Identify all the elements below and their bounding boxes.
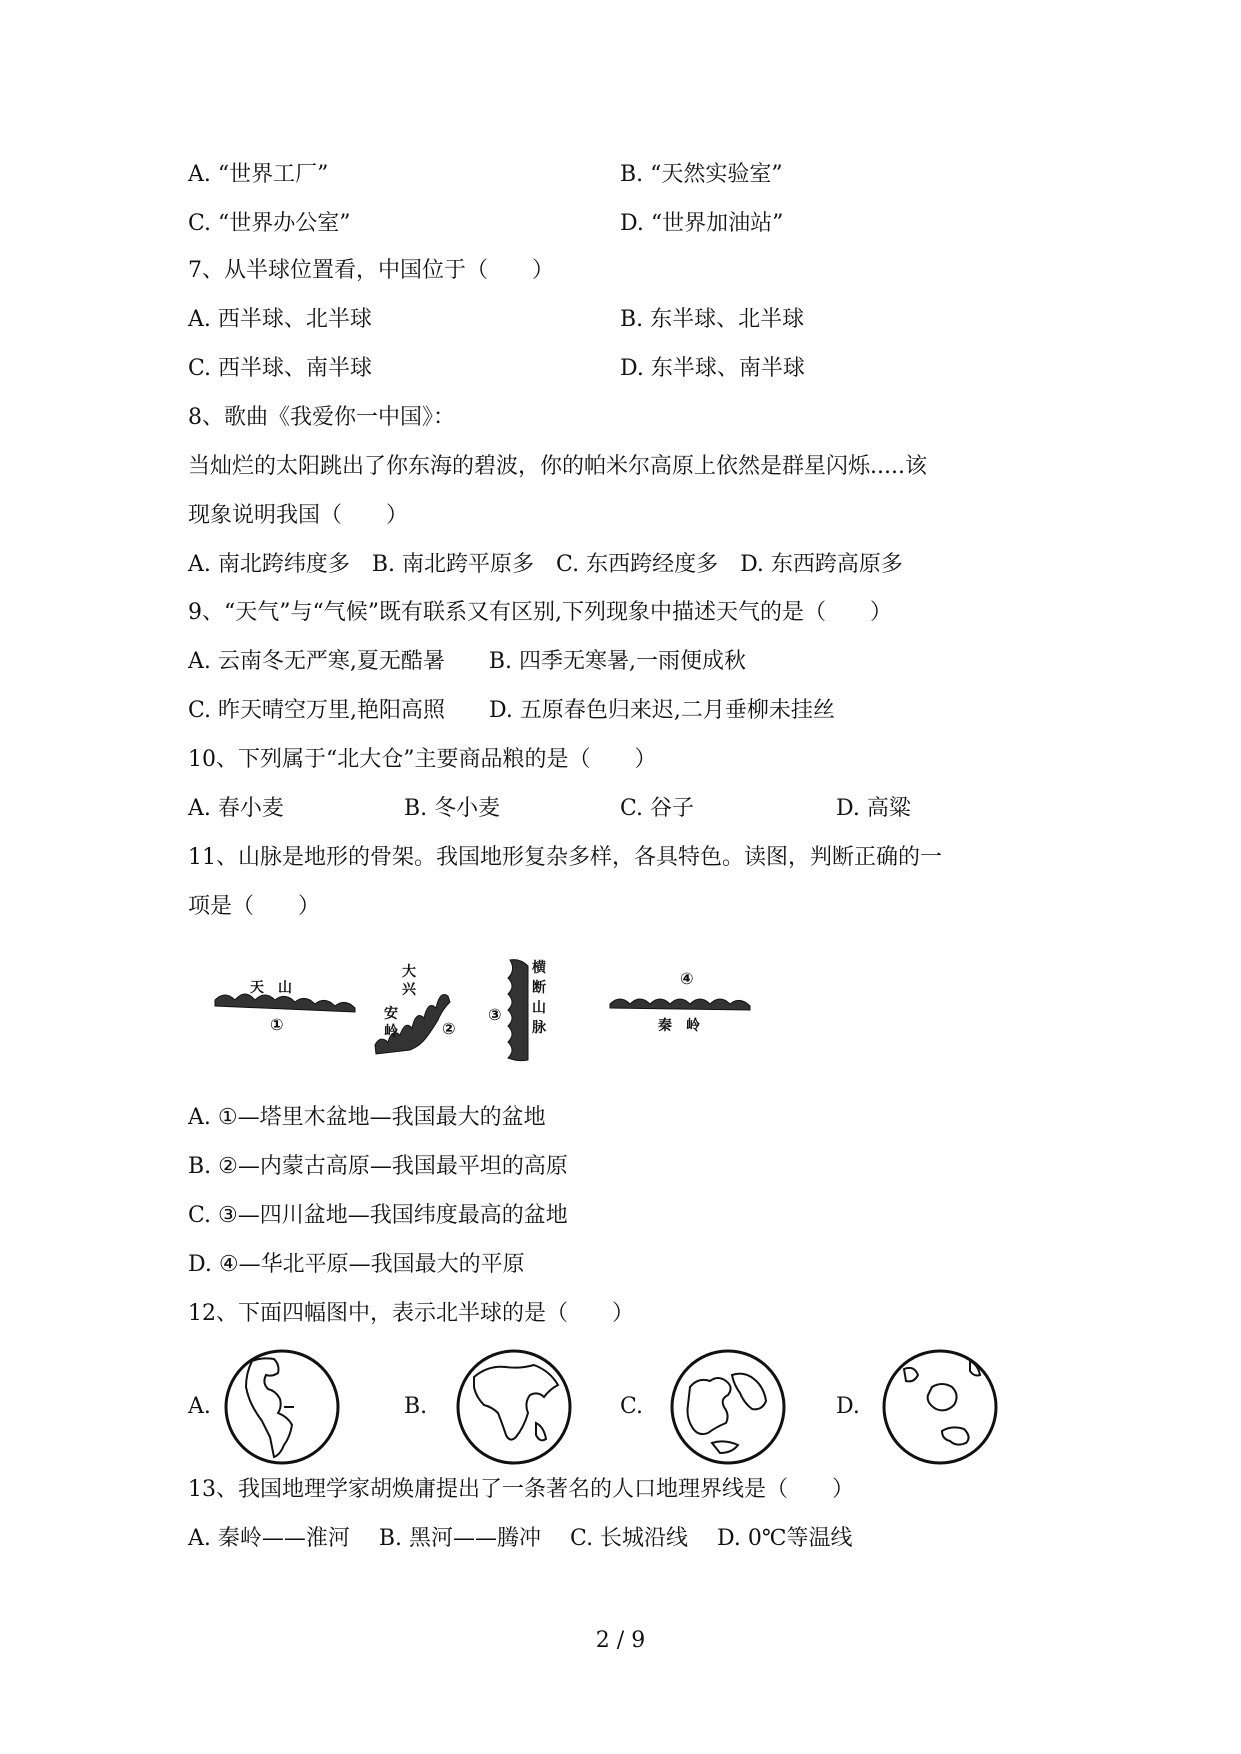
hengduan-number: ③: [488, 1005, 502, 1024]
q12-stem: 12、下面四幅图中，表示北半球的是（ ）: [188, 1301, 634, 1326]
q10-option-c: C. 谷子: [620, 796, 695, 821]
q6-option-a: A. “世界工厂”: [188, 162, 329, 187]
q9-options-line2: C. 昨天晴空万里,艳阳高照 D. 五原春色归来迟,二月垂柳未挂丝: [188, 698, 835, 723]
q11-stem-line1: 11、山脉是地形的骨架。我国地形复杂多样，各具特色。读图，判断正确的一: [188, 845, 942, 870]
q10-option-d: D. 高粱: [836, 796, 911, 821]
globe-americas-icon: [222, 1347, 342, 1471]
page-number: 2 / 9: [595, 1628, 646, 1653]
q11-stem-line2: 项是（ ）: [188, 894, 321, 919]
q7-option-b: B. 东半球、北半球: [620, 307, 805, 332]
q8-stem: 8、歌曲《我爱你一中国》：: [188, 405, 455, 430]
q8-body-line2: 现象说明我国（ ）: [188, 503, 409, 528]
daxinganling-number: ②: [442, 1019, 456, 1038]
hengduan-label-2: 断: [532, 980, 546, 996]
q10-stem: 10、下列属于“北大仓”主要商品粮的是（ ）: [188, 747, 657, 772]
q13-stem: 13、我国地理学家胡焕庸提出了一条著名的人口地理界线是（ ）: [188, 1477, 854, 1502]
tianshan-range-icon: [215, 994, 355, 1012]
q8-body-line1: 当灿烂的太阳跳出了你东海的碧波，你的帕米尔高原上依然是群星闪烁.....该: [188, 454, 927, 479]
hengduan-label-1: 横: [532, 960, 546, 976]
q11-option-a: A. ①—塔里木盆地—我国最大的盆地: [188, 1105, 546, 1130]
q11-option-d: D. ④—华北平原—我国最大的平原: [188, 1252, 525, 1277]
q9-stem: 9、“天气”与“气候”既有联系又有区别,下列现象中描述天气的是（ ）: [188, 600, 892, 625]
q12-option-a-label: A.: [188, 1394, 211, 1419]
hengduan-range-icon: [508, 960, 528, 1061]
q10-option-b: B. 冬小麦: [404, 796, 501, 821]
q7-option-c: C. 西半球、南半球: [188, 356, 373, 381]
daxinganling-label-2: 兴: [402, 982, 416, 998]
q12-option-c-label: C.: [620, 1394, 644, 1419]
hengduan-label-3: 山: [532, 1000, 546, 1016]
daxinganling-label-1: 大: [402, 964, 416, 980]
q7-option-d: D. 东半球、南半球: [620, 356, 805, 381]
q11-option-c: C. ③—四川盆地—我国纬度最高的盆地: [188, 1203, 568, 1228]
qinling-range-icon: [610, 999, 750, 1010]
q13-options: A. 秦岭——淮河 B. 黑河——腾冲 C. 长城沿线 D. 0℃等温线: [188, 1526, 853, 1551]
q7-stem: 7、从半球位置看，中国位于（ ）: [188, 258, 554, 283]
mountain-range-figure: [210, 950, 770, 1070]
globe-north-pole-icon: [668, 1347, 788, 1471]
mountain-figure-svg: [210, 950, 770, 1070]
daxinganling-label-4: 岭: [384, 1024, 398, 1040]
hengduan-label-4: 脉: [532, 1020, 546, 1036]
q6-option-b: B. “天然实验室”: [620, 162, 783, 187]
q11-option-b: B. ②—内蒙古高原—我国最平坦的高原: [188, 1154, 568, 1179]
q7-option-a: A. 西半球、北半球: [188, 307, 372, 332]
q8-options: A. 南北跨纬度多 B. 南北跨平原多 C. 东西跨经度多 D. 东西跨高原多: [188, 552, 903, 577]
tianshan-number: ①: [270, 1015, 284, 1034]
q10-option-a: A. 春小麦: [188, 796, 284, 821]
globe-africa-icon: [454, 1347, 574, 1471]
qinling-number: ④: [680, 969, 694, 988]
qinling-label: 秦 岭: [658, 1018, 700, 1034]
q6-option-c: C. “世界办公室”: [188, 211, 351, 236]
q12-option-b-label: B.: [404, 1394, 428, 1419]
q9-options-line1: A. 云南冬无严寒,夏无酷暑 B. 四季无寒暑,一雨便成秋: [188, 649, 747, 674]
daxinganling-label-3: 安: [384, 1006, 398, 1022]
q12-option-d-label: D.: [836, 1394, 860, 1419]
tianshan-label: 天 山: [250, 980, 292, 996]
globe-south-pole-icon: [880, 1347, 1000, 1471]
q6-option-d: D. “世界加油站”: [620, 211, 784, 236]
